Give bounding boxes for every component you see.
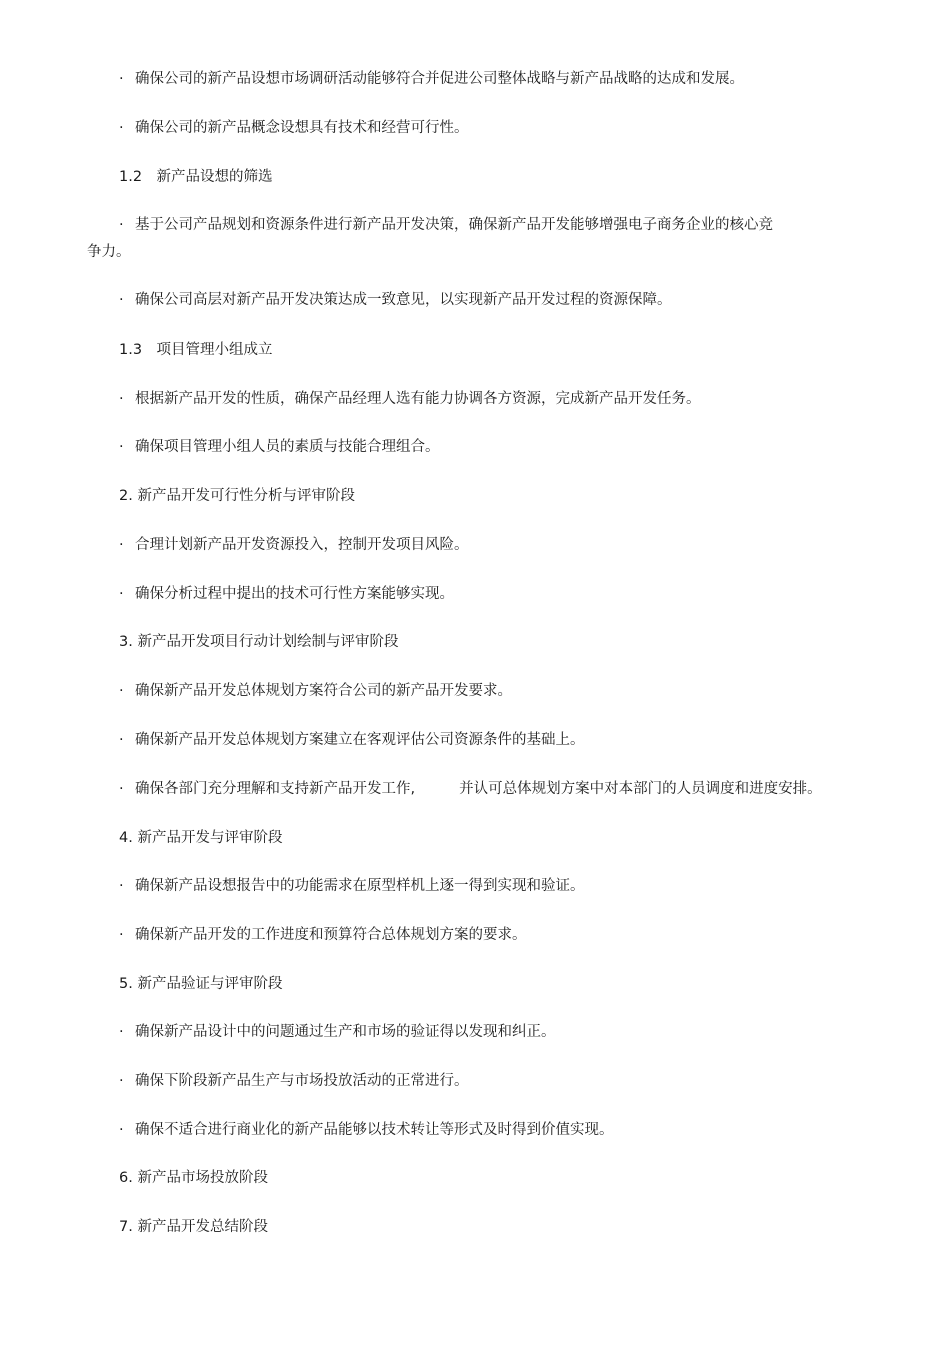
bullet-marker: · <box>119 71 124 87</box>
bullet-text: 确保各部门充分理解和支持新产品开发工作, <box>135 781 416 797</box>
section-heading: 2. 新产品开发可行性分析与评审阶段 <box>119 488 355 504</box>
bullet-item <box>119 779 822 799</box>
bullet-item <box>119 1071 469 1091</box>
section-heading: 1.3 项目管理小组成立 <box>119 342 273 358</box>
bullet-item <box>119 584 454 604</box>
bullet-marker: · <box>119 439 124 455</box>
bullet-text: 确保公司高层对新产品开发决策达成一致意见，以实现新产品开发过程的资源保障。 <box>135 292 672 308</box>
bullet-text: 根据新产品开发的性质，确保产品经理人选有能力协调各方资源，完成新产品开发任务。 <box>135 391 701 407</box>
bullet-marker: · <box>119 292 124 308</box>
bullet-item <box>119 535 469 555</box>
section-heading: 5. 新产品验证与评审阶段 <box>119 976 283 992</box>
bullet-item <box>119 876 585 896</box>
bullet-text: 基于公司产品规划和资源条件进行新产品开发决策，确保新产品开发能够增强电子商务企业的核心竞 <box>135 217 773 233</box>
bullet-text-part: 并认可总体规划方案中对本部门的人员调度和进度安排。 <box>459 781 822 797</box>
bullet-text: 确保新产品设想报告中的功能需求在原型样机上逐一得到实现和验证。 <box>135 878 585 894</box>
bullet-item <box>119 69 744 89</box>
bullet-item <box>119 215 773 235</box>
bullet-text: 确保公司的新产品概念设想具有技术和经营可行性。 <box>135 120 469 136</box>
bullet-item <box>119 118 469 138</box>
bullet-marker: · <box>119 120 124 136</box>
bullet-marker: · <box>119 391 124 407</box>
bullet-item <box>119 925 527 945</box>
section-heading: 6. 新产品市场投放阶段 <box>119 1170 268 1186</box>
bullet-text: 确保新产品开发总体规划方案建立在客观评估公司资源条件的基础上。 <box>135 732 585 748</box>
bullet-item <box>119 730 585 750</box>
bullet-marker: · <box>119 586 124 602</box>
bullet-item <box>119 1022 556 1042</box>
section-heading: 4. 新产品开发与评审阶段 <box>119 830 283 846</box>
bullet-text: 确保分析过程中提出的技术可行性方案能够实现。 <box>135 586 454 602</box>
bullet-item <box>119 389 701 409</box>
bullet-marker: · <box>119 781 124 797</box>
bullet-text: 合理计划新产品开发资源投入，控制开发项目风险。 <box>135 537 469 553</box>
bullet-text: 确保新产品开发总体规划方案符合公司的新产品开发要求。 <box>135 683 512 699</box>
bullet-text: 确保新产品设计中的问题通过生产和市场的验证得以发现和纠正。 <box>135 1024 556 1040</box>
bullet-marker: · <box>119 732 124 748</box>
bullet-text: 确保不适合进行商业化的新产品能够以技术转让等形式及时得到价值实现。 <box>135 1122 614 1138</box>
bullet-item <box>119 290 672 310</box>
section-heading: 1.2 新产品设想的筛选 <box>119 169 273 185</box>
bullet-text: 确保新产品开发的工作进度和预算符合总体规划方案的要求。 <box>135 927 527 943</box>
bullet-item <box>119 1120 614 1140</box>
bullet-marker: · <box>119 683 124 699</box>
bullet-text-continuation: 争力。 <box>87 244 131 260</box>
bullet-text: 确保公司的新产品设想市场调研活动能够符合并促进公司整体战略与新产品战略的达成和发展。 <box>135 71 744 87</box>
bullet-item <box>119 681 512 701</box>
bullet-item <box>119 437 440 457</box>
section-heading: 7. 新产品开发总结阶段 <box>119 1219 268 1235</box>
bullet-marker: · <box>119 217 124 233</box>
bullet-marker: · <box>119 1024 124 1040</box>
bullet-text: 确保项目管理小组人员的素质与技能合理组合。 <box>135 439 440 455</box>
bullet-marker: · <box>119 1073 124 1089</box>
bullet-marker: · <box>119 537 124 553</box>
bullet-marker: · <box>119 927 124 943</box>
bullet-marker: · <box>119 878 124 894</box>
bullet-text: 确保下阶段新产品生产与市场投放活动的正常进行。 <box>135 1073 469 1089</box>
section-heading: 3. 新产品开发项目行动计划绘制与评审阶段 <box>119 634 399 650</box>
bullet-marker: · <box>119 1122 124 1138</box>
